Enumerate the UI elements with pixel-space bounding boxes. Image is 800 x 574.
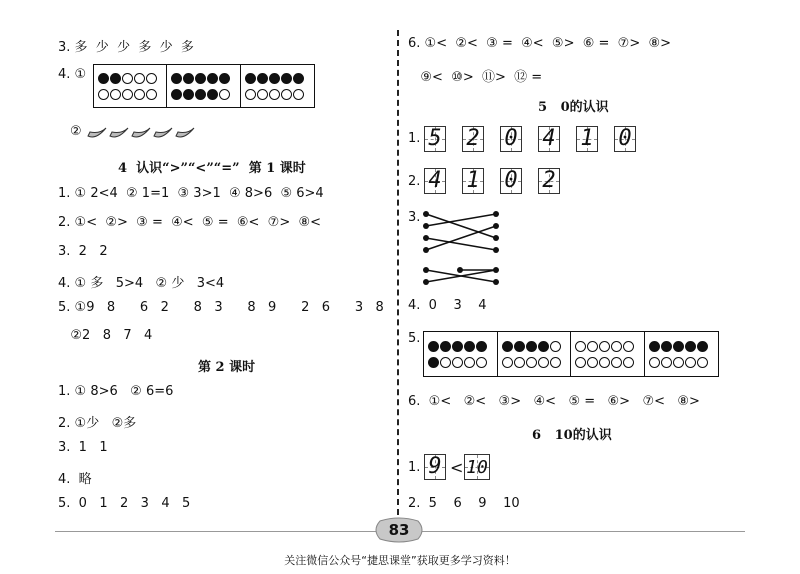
writing-grid bbox=[424, 454, 446, 480]
writing-grid bbox=[462, 168, 484, 194]
writing-grid bbox=[538, 126, 560, 152]
lesson1-answer-4: 4. ① 多 5>4 ② 少 3<4 bbox=[58, 276, 225, 291]
section-4-heading: 4 认识“>”“<”“=” 第 1 课时 bbox=[118, 161, 306, 176]
lesson1-answer-3: 3. 2 2 bbox=[58, 244, 108, 259]
comparison-sign: < bbox=[450, 458, 464, 477]
writing-grid bbox=[500, 168, 522, 194]
lesson1-answer-5: 5. ①9 8 6 2 8 3 8 9 2 6 3 8 bbox=[58, 300, 384, 315]
footer-note: 关注微信公众号“捷思课堂”获取更多学习资料！ bbox=[284, 554, 516, 567]
column-divider bbox=[397, 30, 399, 515]
section-6-heading: 6 10的认识 bbox=[532, 428, 612, 443]
written-digit: 1 bbox=[466, 168, 480, 193]
writing-grid bbox=[538, 168, 560, 194]
writing-grid bbox=[576, 126, 598, 152]
sec5-answer-4: 4. 0 3 4 bbox=[408, 298, 487, 313]
lesson1-answer-1: 1. ① 2<4 ② 1=1 ③ 3>1 ④ 8>6 ⑤ 6>4 bbox=[58, 186, 324, 201]
written-digit: 5 bbox=[428, 126, 442, 151]
sec5-answer-2: 2. bbox=[408, 174, 421, 189]
written-digit: 9 bbox=[428, 454, 442, 479]
lesson2-answer-1: 1. ① 8>6 ② 6=6 bbox=[58, 384, 174, 399]
answer-6-right-b: ⑨< ⑩> ⑪> ⑫ = bbox=[408, 70, 543, 85]
dot-table-left bbox=[93, 64, 315, 108]
lesson1-answer-2: 2. ①< ②> ③ = ④< ⑤ = ⑥< ⑦> ⑧< bbox=[58, 215, 322, 230]
sec6-answer-2: 2. 5 6 9 10 bbox=[408, 496, 520, 511]
writing-grid bbox=[614, 126, 636, 152]
answer-4-part2: ② bbox=[70, 124, 82, 139]
written-digit: 2 bbox=[466, 126, 480, 151]
written-digit: 1 bbox=[580, 126, 594, 151]
sec5-answer-6: 6. ①< ②< ③> ④< ⑤ = ⑥> ⑦< ⑧> bbox=[408, 394, 700, 409]
sec5-answer-5: 5. bbox=[408, 331, 421, 346]
writing-grid bbox=[424, 168, 446, 194]
answer-3-left: 3. 多 少 少 多 少 多 bbox=[58, 40, 194, 55]
banana-icons bbox=[86, 120, 206, 142]
writing-grid bbox=[500, 126, 522, 152]
lesson-2-heading: 第 2 课时 bbox=[198, 360, 256, 375]
lesson2-answer-2: 2. ①少 ②多 bbox=[58, 416, 137, 431]
answer-4-left: 4. ① bbox=[58, 67, 87, 82]
written-digit: 0 bbox=[504, 168, 518, 193]
writing-grid bbox=[424, 126, 446, 152]
writing-grid bbox=[462, 126, 484, 152]
lesson2-answer-4: 4. 略 bbox=[58, 472, 92, 487]
written-digit: 2 bbox=[542, 168, 556, 193]
sec5-answer-1: 1. bbox=[408, 131, 421, 146]
written-digit: 0 bbox=[504, 126, 518, 151]
written-digit: 4 bbox=[542, 126, 556, 151]
written-digit: 10 bbox=[466, 457, 488, 478]
section-5-heading: 5 0的认识 bbox=[538, 100, 609, 115]
lesson2-answer-3: 3. 1 1 bbox=[58, 440, 108, 455]
sec5-answer-3: 3. bbox=[408, 210, 421, 225]
matching-lines-diagram bbox=[420, 208, 506, 292]
lesson1-answer-5b: ②2 8 7 4 bbox=[58, 328, 153, 343]
writing-grid bbox=[464, 454, 490, 480]
written-digit: 0 bbox=[618, 126, 632, 151]
sec6-answer-1: 1. bbox=[408, 460, 421, 475]
answer-6-right: 6. ①< ②< ③ = ④< ⑤> ⑥ = ⑦> ⑧> bbox=[408, 36, 672, 51]
page-number: 83 bbox=[388, 521, 410, 539]
dot-table-right bbox=[423, 331, 719, 377]
lesson2-answer-5: 5. 0 1 2 3 4 5 bbox=[58, 496, 191, 511]
written-digit: 4 bbox=[428, 168, 442, 193]
